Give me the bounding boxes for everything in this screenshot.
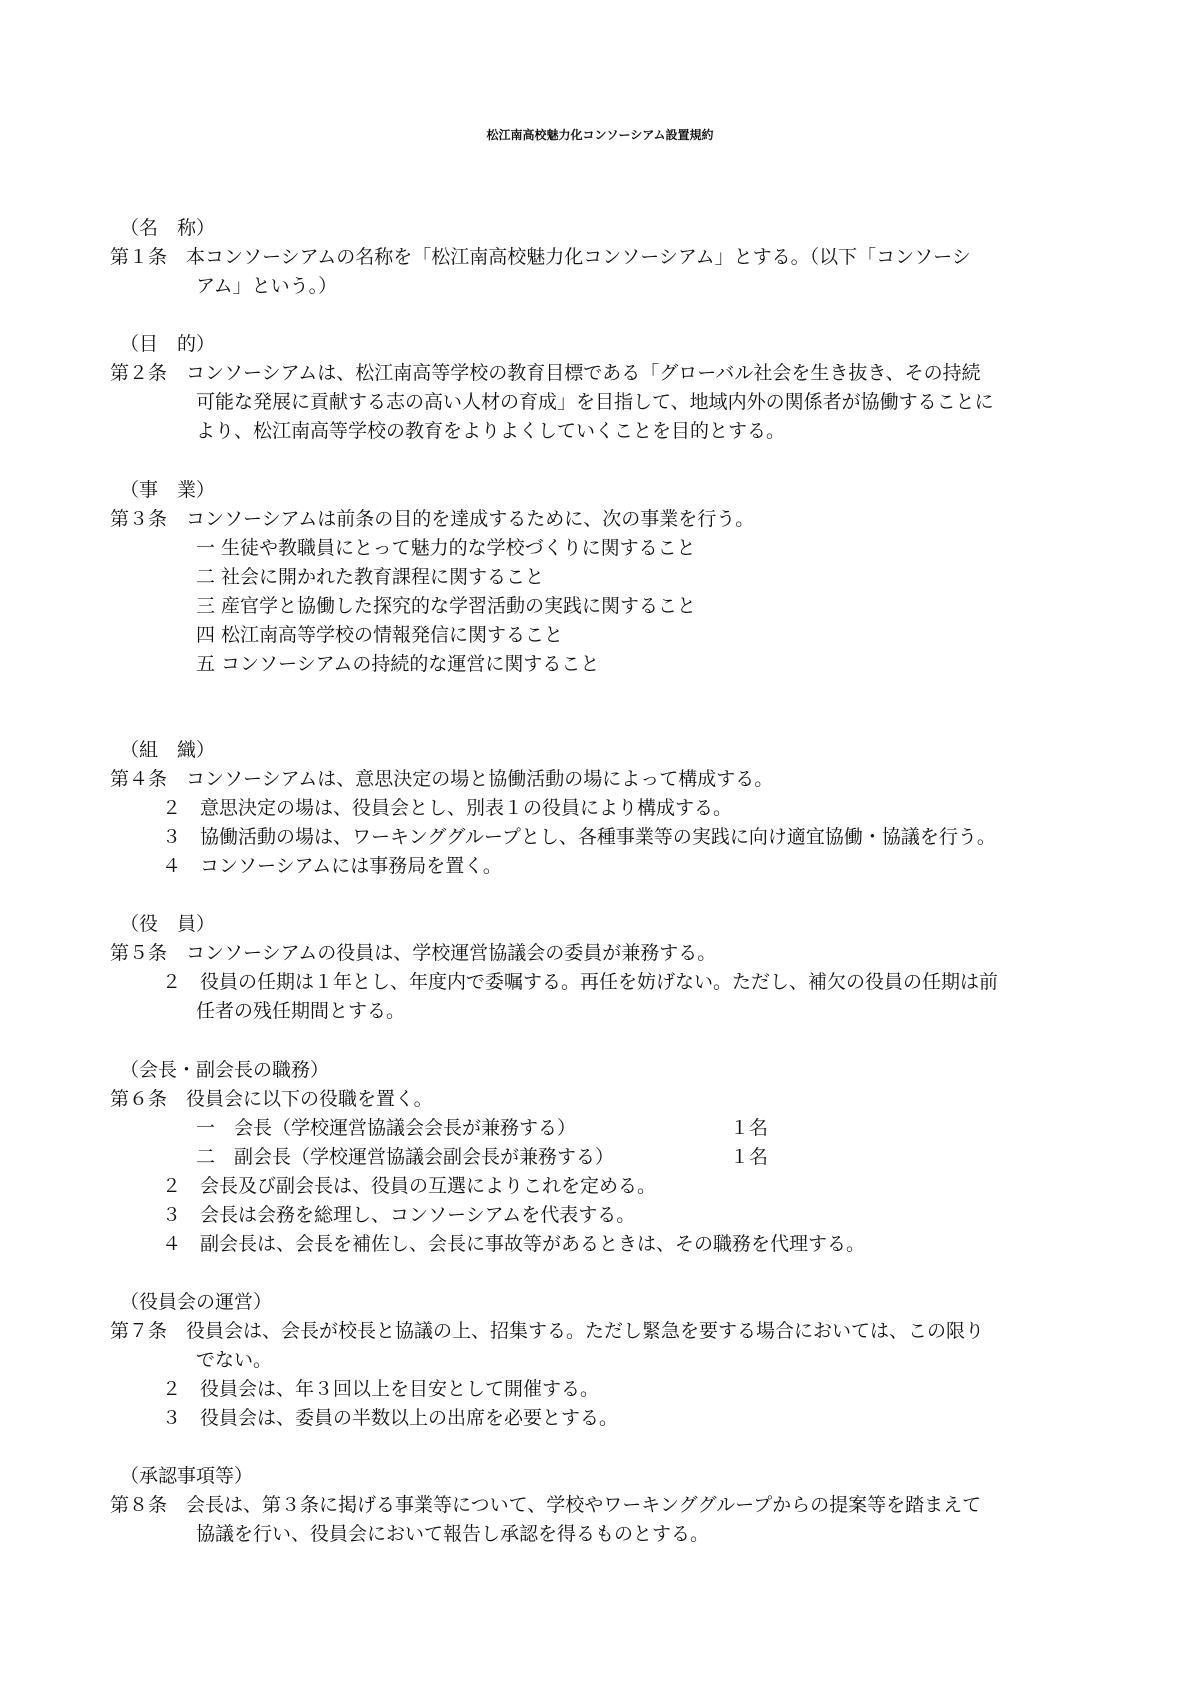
article-5-line-1: 第５条 コンソーシアムの役員は、学校運営協議会の委員が兼務する。: [110, 942, 717, 964]
article-8-line-2: 協議を行い、役員会において報告し承認を得るものとする。: [196, 1523, 710, 1545]
article-6-para-3: ３ 会長は会務を総理し、コンソーシアムを代表する。: [162, 1204, 636, 1226]
article-1-heading: （名 称）: [120, 217, 216, 239]
article-3-item-4: 四 松江南高等学校の情報発信に関すること: [196, 624, 564, 646]
article-5-para-2-cont: 任者の残任期間とする。: [196, 1000, 406, 1022]
article-2-heading: （目 的）: [120, 333, 216, 355]
article-6-para-2: ２ 会長及び副会長は、役員の互選によりこれを定める。: [162, 1175, 657, 1197]
document-title: 松江南高校魅力化コンソーシアム設置規約: [486, 128, 714, 142]
article-6-line-1: 第６条 役員会に以下の役職を置く。: [110, 1088, 433, 1110]
article-7-heading: （役員会の運営）: [120, 1291, 273, 1313]
article-7-para-3: ３ 役員会は、委員の半数以上の出席を必要とする。: [162, 1407, 619, 1429]
article-3-item-2: 二 社会に開かれた教育課程に関すること: [196, 566, 545, 588]
article-2-line-1: 第２条 コンソーシアムは、松江南高等学校の教育目標である「グローバル社会を生き抜き、その持続: [110, 362, 981, 384]
article-5-heading: （役 員）: [120, 913, 216, 935]
article-4-para-4: ４ コンソーシアムには事務局を置く。: [162, 855, 502, 877]
article-1-line-1: 第１条 本コンソーシアムの名称を「松江南高校魅力化コンソーシアム」とする。（以下「コンソーシ: [110, 246, 971, 268]
article-4-line-1: 第４条 コンソーシアムは、意思決定の場と協働活動の場によって構成する。: [110, 768, 774, 790]
article-6-role-1-count: １名: [730, 1117, 769, 1139]
article-3-line-1: 第３条 コンソーシアムは前条の目的を達成するために、次の事業を行う。: [110, 508, 755, 530]
article-6-role-2-count: １名: [730, 1146, 769, 1168]
article-7-line-2: でない。: [196, 1349, 273, 1371]
article-4-para-2: ２ 意思決定の場は、役員会とし、別表１の役員により構成する。: [162, 797, 733, 819]
article-6-role-1: 一 会長（学校運営協議会会長が兼務する）: [196, 1117, 577, 1139]
article-4-heading: （組 織）: [120, 739, 216, 761]
article-6-role-2: 二 副会長（学校運営協議会副会長が兼務する）: [196, 1146, 615, 1168]
article-6-para-4: ４ 副会長は、会長を補佐し、会長に事故等があるときは、その職務を代理する。: [162, 1233, 866, 1255]
article-8-line-1: 第８条 会長は、第３条に掲げる事業等について、学校やワーキンググループからの提案等を踏まえて: [110, 1494, 982, 1516]
article-2-line-2: 可能な発展に貢献する志の高い人材の育成」を目指して、地域内外の関係者が協働することに: [196, 391, 994, 413]
article-7-para-2: ２ 役員会は、年３回以上を目安として開催する。: [162, 1378, 600, 1400]
article-7-line-1: 第７条 役員会は、会長が校長と協議の上、招集する。ただし緊急を要する場合においては、この限り: [110, 1320, 985, 1342]
article-3-item-1: 一 生徒や教職員にとって魅力的な学校づくりに関すること: [196, 537, 696, 559]
article-4-para-3: ３ 協働活動の場は、ワーキンググループとし、各種事業等の実践に向け適宜協働・協議を行う。: [162, 826, 996, 848]
article-1-line-2: アム」という。）: [196, 275, 338, 297]
article-6-heading: （会長・副会長の職務）: [120, 1059, 330, 1081]
article-3-heading: （事 業）: [120, 479, 216, 501]
article-2-line-3: より、松江南高等学校の教育をよりよくしていくことを目的とする。: [196, 420, 786, 442]
article-3-item-5: 五 コンソーシアムの持続的な運営に関すること: [196, 653, 600, 675]
article-8-heading: （承認事項等）: [120, 1465, 254, 1487]
article-5-para-2: ２ 役員の任期は１年とし、年度内で委嘱する。再任を妨げない。ただし、補欠の役員の任期は前: [162, 971, 999, 993]
article-3-item-3: 三 産官学と協働した探究的な学習活動の実践に関すること: [196, 595, 697, 617]
